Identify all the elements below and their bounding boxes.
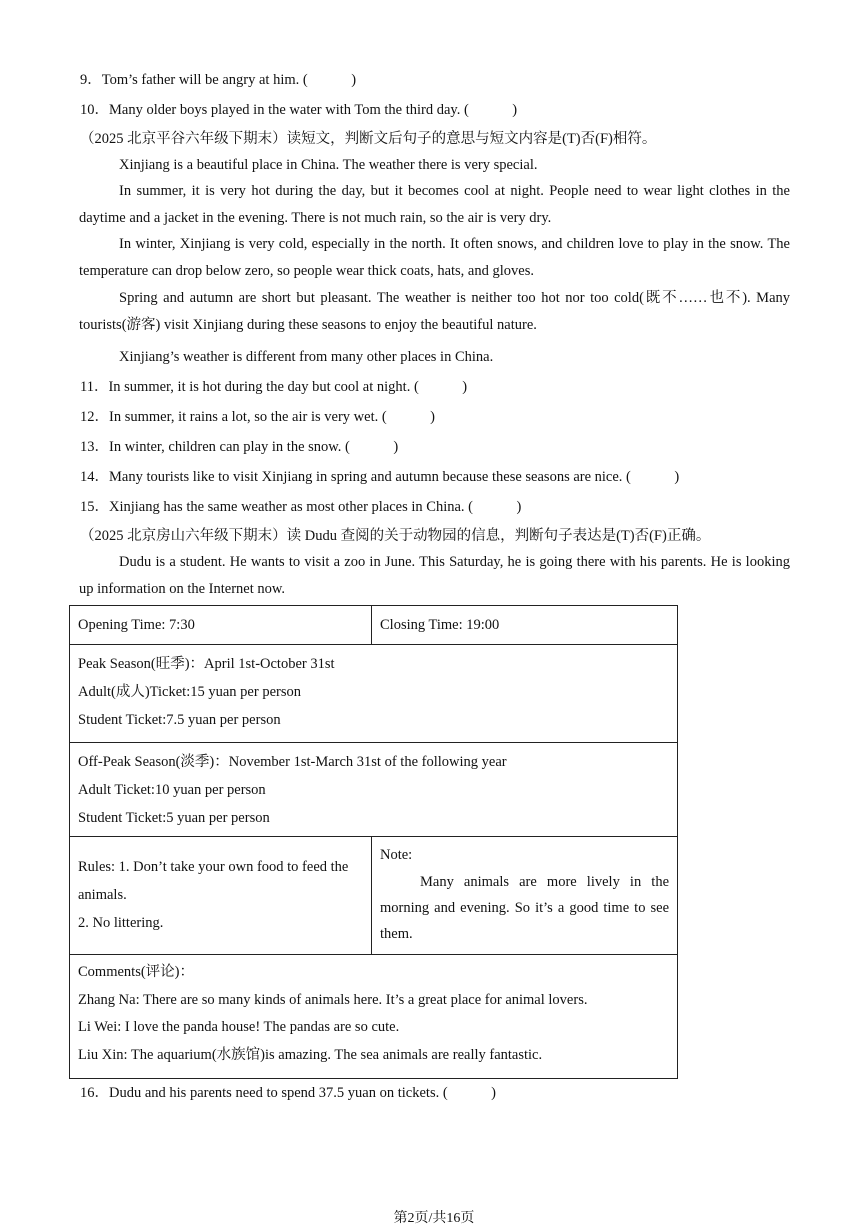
rules-cell <box>70 837 372 955</box>
passage-paragraph-2: In summer, it is very hot during the day, but it becomes cool at night. People need to wear light clothes in the daytime and a jacket in the evening. There is not much rain, so the air is very dry. <box>79 183 790 226</box>
question-12: 12．In summer, it rains a lot, so the air is very wet. ( ) <box>80 409 436 425</box>
passage-paragraph-1: Xinjiang is a beautiful place in China. The weather there is very special. <box>119 157 538 173</box>
rule-1: Rules: 1. Don’t take your own food to feed the animals. <box>78 859 349 903</box>
question-10: 10．Many older boys played in the water with Tom the third day. ( ) <box>80 102 518 118</box>
peak-season-dates: Peak Season(旺季)：April 1st-October 31st <box>78 656 335 672</box>
note-body: Many animals are more lively in the morning and evening. So it’s a good time to see them. <box>380 874 669 942</box>
rule-2: 2. No littering. <box>78 915 164 931</box>
question-14: 14．Many tourists like to visit Xinjiang in spring and autumn because these seasons are nice. ( ) <box>80 469 680 485</box>
zoo-info-table <box>69 605 678 1079</box>
passage-paragraph-3: In winter, Xinjiang is very cold, especially in the north. It often snows, and children love to play in the snow. The temperature can drop below zero, so people wear thick coats, hats, and gloves. <box>79 236 790 279</box>
question-11: 11．In summer, it is hot during the day but cool at night. ( ) <box>80 379 468 395</box>
peak-adult-ticket: Adult(成人)Ticket:15 yuan per person <box>78 684 301 700</box>
comment-zhang-na: Zhang Na: There are so many kinds of animals here. It’s a great place for animal lovers. <box>78 991 588 1008</box>
section2-heading: （2025 北京平谷六年级下期末）读短文，判断文后句子的意思与短文内容是(T)否(F)相符。 <box>80 131 657 147</box>
opening-time: Opening Time: 7:30 <box>70 606 372 645</box>
off-peak-season-cell <box>70 743 678 837</box>
off-peak-adult-ticket: Adult Ticket:10 yuan per person <box>78 782 266 798</box>
question-16: 16．Dudu and his parents need to spend 37.5 yuan on tickets. ( ) <box>80 1085 496 1101</box>
page-footer: 第2页/共16页 <box>393 1211 475 1226</box>
peak-season-cell <box>70 645 678 743</box>
comments-cell <box>70 955 678 1079</box>
comment-li-wei: Li Wei: I love the panda house! The pandas are so cute. <box>78 1019 400 1035</box>
off-peak-student-ticket: Student Ticket:5 yuan per person <box>78 810 270 826</box>
passage-paragraph-5: Xinjiang’s weather is different from many other places in China. <box>119 349 494 365</box>
peak-student-ticket: Student Ticket:7.5 yuan per person <box>78 712 281 728</box>
comments-title: Comments(评论)： <box>78 964 194 980</box>
question-9: 9．Tom’s father will be angry at him. ( ) <box>80 72 357 88</box>
comment-liu-xin: Liu Xin: The aquarium(水族馆)is amazing. The sea animals are really fantastic. <box>78 1046 543 1063</box>
question-15: 15．Xinjiang has the same weather as most other places in China. ( ) <box>80 499 522 515</box>
section3-heading: （2025 北京房山六年级下期末）读 Dudu 查阅的关于动物园的信息，判断句子表达是(T)否(F)正确。 <box>80 528 711 544</box>
note-title: Note: <box>380 847 413 863</box>
question-13: 13．In winter, children can play in the snow. ( ) <box>80 439 399 455</box>
note-cell <box>372 837 678 955</box>
closing-time: Closing Time: 19:00 <box>372 606 678 645</box>
passage-paragraph-4: Spring and autumn are short but pleasant. The weather is neither too hot nor too cold(既不……也不). Many tourists(游客) visit Xinjiang during these seasons to enjoy the beautiful nature. <box>79 290 790 333</box>
section3-intro: Dudu is a student. He wants to visit a zoo in June. This Saturday, he is going there with his parents. He is looking up information on the Internet now. <box>79 554 790 597</box>
off-peak-season-dates: Off-Peak Season(淡季)：November 1st-March 31st of the following year <box>78 754 507 770</box>
